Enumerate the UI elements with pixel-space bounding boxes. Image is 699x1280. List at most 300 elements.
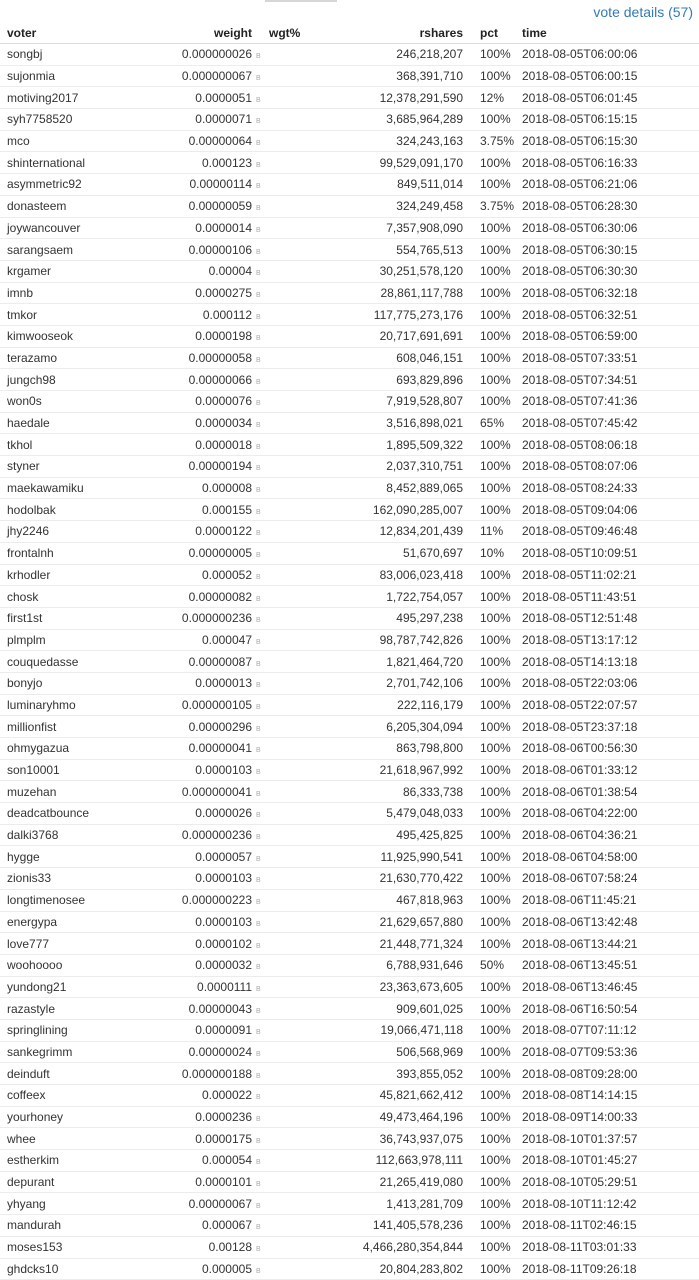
column-header-voter[interactable]: voter xyxy=(0,23,120,44)
weight-cell xyxy=(120,564,262,586)
voter-link[interactable]: syh7758520 xyxy=(0,109,120,131)
voter-link[interactable]: whee xyxy=(0,1128,120,1150)
weight-value: 0.0000018 xyxy=(195,437,252,452)
wgt-pct-cell xyxy=(262,1258,322,1280)
voter-link[interactable]: yundong21 xyxy=(0,976,120,998)
table-row xyxy=(0,477,699,499)
rshares-cell: 909,601,025 xyxy=(322,998,463,1020)
weight-value: 0.00000087 xyxy=(188,654,252,669)
wgt-pct-cell xyxy=(262,1193,322,1215)
voter-link[interactable]: sujonmia xyxy=(0,65,120,87)
wgt-pct-cell xyxy=(262,868,322,890)
weight-value: 0.0000026 xyxy=(195,806,252,821)
time-cell: 2018-08-11T02:46:15 xyxy=(517,1215,699,1237)
table-row xyxy=(0,304,699,326)
voter-link[interactable]: shinternational xyxy=(0,152,120,174)
voter-link[interactable]: asymmetric92 xyxy=(0,174,120,196)
time-cell: 2018-08-11T09:26:18 xyxy=(517,1258,699,1280)
voter-link[interactable]: millionfist xyxy=(0,716,120,738)
weight-unit-label: B xyxy=(256,725,261,733)
pct-cell: 3.75% xyxy=(463,130,517,152)
rshares-cell: 20,804,283,802 xyxy=(322,1258,463,1280)
time-cell: 2018-08-07T07:11:12 xyxy=(517,1019,699,1041)
rshares-cell: 162,090,285,007 xyxy=(322,499,463,521)
rshares-cell: 495,425,825 xyxy=(322,824,463,846)
weight-value: 0.0000071 xyxy=(195,112,252,127)
weight-unit-label: B xyxy=(256,1094,261,1102)
wgt-pct-cell xyxy=(262,347,322,369)
pct-cell: 100% xyxy=(463,456,517,478)
weight-cell xyxy=(120,998,262,1020)
voter-link[interactable]: bonyjo xyxy=(0,672,120,694)
weight-unit-label: B xyxy=(256,1072,261,1080)
pct-cell: 100% xyxy=(463,629,517,651)
wgt-pct-cell xyxy=(262,694,322,716)
rshares-cell: 608,046,151 xyxy=(322,347,463,369)
time-cell: 2018-08-06T04:36:21 xyxy=(517,824,699,846)
time-cell: 2018-08-05T09:04:06 xyxy=(517,499,699,521)
rshares-cell: 1,413,281,709 xyxy=(322,1193,463,1215)
time-cell: 2018-08-05T07:41:36 xyxy=(517,391,699,413)
weight-cell xyxy=(120,1128,262,1150)
time-cell: 2018-08-05T22:03:06 xyxy=(517,672,699,694)
time-cell: 2018-08-05T06:15:15 xyxy=(517,109,699,131)
rshares-cell: 21,265,419,080 xyxy=(322,1171,463,1193)
weight-unit-label: B xyxy=(256,291,261,299)
wgt-pct-cell xyxy=(262,217,322,239)
weight-cell xyxy=(120,304,262,326)
rshares-cell: 467,818,963 xyxy=(322,889,463,911)
weight-cell xyxy=(120,1150,262,1172)
voter-link[interactable]: springlining xyxy=(0,1019,120,1041)
wgt-pct-cell xyxy=(262,911,322,933)
weight-value: 0.00000114 xyxy=(189,177,252,192)
rshares-cell: 86,333,738 xyxy=(322,781,463,803)
weight-value: 0.0000076 xyxy=(195,394,252,409)
pct-cell: 100% xyxy=(463,1085,517,1107)
weight-cell xyxy=(120,933,262,955)
weight-cell xyxy=(120,781,262,803)
table-row xyxy=(0,391,699,413)
pct-cell: 100% xyxy=(463,1150,517,1172)
rshares-cell: 49,473,464,196 xyxy=(322,1106,463,1128)
weight-cell xyxy=(120,1215,262,1237)
weight-value: 0.000000236 xyxy=(181,611,252,626)
pct-cell: 100% xyxy=(463,304,517,326)
rshares-cell: 23,363,673,605 xyxy=(322,976,463,998)
weight-value: 0.0000275 xyxy=(195,285,252,300)
time-cell: 2018-08-05T13:17:12 xyxy=(517,629,699,651)
wgt-pct-cell xyxy=(262,260,322,282)
pct-cell: 100% xyxy=(463,499,517,521)
weight-cell xyxy=(120,651,262,673)
voter-link[interactable]: mandurah xyxy=(0,1215,120,1237)
table-row xyxy=(0,109,699,131)
time-cell: 2018-08-06T13:45:51 xyxy=(517,954,699,976)
time-cell: 2018-08-06T04:22:00 xyxy=(517,803,699,825)
weight-unit-label: B xyxy=(256,877,261,885)
weight-cell xyxy=(120,868,262,890)
wgt-pct-cell xyxy=(262,716,322,738)
wgt-pct-cell xyxy=(262,152,322,174)
weight-value: 0.0000034 xyxy=(195,416,252,431)
wgt-pct-cell xyxy=(262,304,322,326)
time-cell: 2018-08-06T13:42:48 xyxy=(517,911,699,933)
time-cell: 2018-08-05T08:24:33 xyxy=(517,477,699,499)
rshares-cell: 6,205,304,094 xyxy=(322,716,463,738)
time-cell: 2018-08-05T22:07:57 xyxy=(517,694,699,716)
weight-value: 0.00128 xyxy=(208,1240,252,1255)
weight-cell xyxy=(120,260,262,282)
weight-unit-label: B xyxy=(256,920,261,928)
time-cell: 2018-08-05T12:51:48 xyxy=(517,607,699,629)
table-row xyxy=(0,846,699,868)
voter-link[interactable]: tmkor xyxy=(0,304,120,326)
weight-value: 0.0000122 xyxy=(195,524,252,539)
rshares-cell: 5,479,048,033 xyxy=(322,803,463,825)
voter-link[interactable]: dalki3768 xyxy=(0,824,120,846)
weight-unit-label: B xyxy=(256,205,261,213)
rshares-cell: 99,529,091,170 xyxy=(322,152,463,174)
rshares-cell: 11,925,990,541 xyxy=(322,846,463,868)
voter-link[interactable]: yourhoney xyxy=(0,1106,120,1128)
weight-value: 0.00000064 xyxy=(188,134,252,149)
voter-link[interactable]: hygge xyxy=(0,846,120,868)
pct-cell: 100% xyxy=(463,911,517,933)
rshares-cell: 1,895,509,322 xyxy=(322,434,463,456)
weight-cell xyxy=(120,456,262,478)
voter-link[interactable]: plmplm xyxy=(0,629,120,651)
pct-cell: 100% xyxy=(463,759,517,781)
rshares-cell: 20,717,691,691 xyxy=(322,325,463,347)
wgt-pct-cell xyxy=(262,846,322,868)
weight-cell xyxy=(120,1019,262,1041)
voter-link[interactable]: terazamo xyxy=(0,347,120,369)
time-cell: 2018-08-06T07:58:24 xyxy=(517,868,699,890)
time-cell: 2018-08-05T10:09:51 xyxy=(517,542,699,564)
weight-value: 0.0000111 xyxy=(197,979,252,994)
table-row xyxy=(0,586,699,608)
pct-cell: 10% xyxy=(463,542,517,564)
voter-link[interactable]: sankegrimm xyxy=(0,1041,120,1063)
table-header-row xyxy=(0,23,699,44)
voter-link[interactable]: won0s xyxy=(0,391,120,413)
wgt-pct-cell xyxy=(262,391,322,413)
voter-link[interactable]: deadcatbounce xyxy=(0,803,120,825)
voter-link[interactable]: frontalnh xyxy=(0,542,120,564)
time-cell: 2018-08-06T16:50:54 xyxy=(517,998,699,1020)
wgt-pct-cell xyxy=(262,781,322,803)
table-row xyxy=(0,933,699,955)
time-cell: 2018-08-06T01:33:12 xyxy=(517,759,699,781)
time-cell: 2018-08-05T07:33:51 xyxy=(517,347,699,369)
weight-value: 0.000000067 xyxy=(181,69,252,84)
voter-link[interactable]: styner xyxy=(0,456,120,478)
voter-link[interactable]: imnb xyxy=(0,282,120,304)
weight-value: 0.000008 xyxy=(201,481,252,496)
voter-link[interactable]: son10001 xyxy=(0,759,120,781)
rshares-cell: 2,701,742,106 xyxy=(322,672,463,694)
column-header-weight[interactable]: weight xyxy=(120,23,262,44)
pct-cell: 100% xyxy=(463,716,517,738)
wgt-pct-cell xyxy=(262,109,322,131)
time-cell: 2018-08-05T06:32:51 xyxy=(517,304,699,326)
time-cell: 2018-08-09T14:00:33 xyxy=(517,1106,699,1128)
time-cell: 2018-08-11T03:01:33 xyxy=(517,1236,699,1258)
weight-value: 0.00004 xyxy=(208,264,252,279)
table-row xyxy=(0,803,699,825)
table-row xyxy=(0,976,699,998)
time-cell: 2018-08-05T08:06:18 xyxy=(517,434,699,456)
voter-link[interactable]: depurant xyxy=(0,1171,120,1193)
voter-link[interactable]: ohmygazua xyxy=(0,738,120,760)
wgt-pct-cell xyxy=(262,998,322,1020)
time-cell: 2018-08-05T06:01:45 xyxy=(517,87,699,109)
time-cell: 2018-08-05T06:30:15 xyxy=(517,239,699,261)
table-row xyxy=(0,954,699,976)
weight-value: 0.000000223 xyxy=(181,893,252,908)
wgt-pct-cell xyxy=(262,282,322,304)
pct-cell: 100% xyxy=(463,109,517,131)
pct-cell: 100% xyxy=(463,976,517,998)
wgt-pct-cell xyxy=(262,174,322,196)
table-row xyxy=(0,607,699,629)
rshares-cell: 45,821,662,412 xyxy=(322,1085,463,1107)
weight-unit-label: B xyxy=(256,1246,261,1254)
vote-details-link[interactable]: vote details (57) xyxy=(593,4,693,20)
weight-unit-label: B xyxy=(256,682,261,690)
time-cell: 2018-08-05T06:21:06 xyxy=(517,174,699,196)
table-row xyxy=(0,672,699,694)
table-row xyxy=(0,651,699,673)
pct-cell: 100% xyxy=(463,846,517,868)
voter-link[interactable]: couquedasse xyxy=(0,651,120,673)
weight-value: 0.000022 xyxy=(201,1088,252,1103)
weight-value: 0.0000091 xyxy=(195,1023,252,1038)
pct-cell: 100% xyxy=(463,1128,517,1150)
voter-link[interactable]: longtimenosee xyxy=(0,889,120,911)
rshares-cell: 3,516,898,021 xyxy=(322,412,463,434)
voter-link[interactable]: jungch98 xyxy=(0,369,120,391)
rshares-cell: 495,297,238 xyxy=(322,607,463,629)
voter-link[interactable]: muzehan xyxy=(0,781,120,803)
voter-link[interactable]: deinduft xyxy=(0,1063,120,1085)
voter-link[interactable]: first1st xyxy=(0,607,120,629)
weight-cell xyxy=(120,759,262,781)
table-row xyxy=(0,1171,699,1193)
voter-link[interactable]: songbj xyxy=(0,44,120,66)
pct-cell: 65% xyxy=(463,412,517,434)
time-cell: 2018-08-05T07:45:42 xyxy=(517,412,699,434)
wgt-pct-cell xyxy=(262,65,322,87)
voter-link[interactable]: haedale xyxy=(0,412,120,434)
weight-cell xyxy=(120,1193,262,1215)
time-cell: 2018-08-05T07:34:51 xyxy=(517,369,699,391)
pct-cell: 100% xyxy=(463,477,517,499)
weight-cell xyxy=(120,976,262,998)
voter-link[interactable]: chosk xyxy=(0,586,120,608)
weight-cell xyxy=(120,1063,262,1085)
pct-cell: 100% xyxy=(463,260,517,282)
weight-value: 0.0000057 xyxy=(195,849,252,864)
voter-link[interactable]: ghdcks10 xyxy=(0,1258,120,1280)
table-row xyxy=(0,781,699,803)
table-row xyxy=(0,694,699,716)
voter-link[interactable]: tkhol xyxy=(0,434,120,456)
weight-unit-label: B xyxy=(256,660,261,668)
weight-unit-label: B xyxy=(256,812,261,820)
rshares-cell: 3,685,964,289 xyxy=(322,109,463,131)
weight-cell xyxy=(120,586,262,608)
voter-link[interactable]: razastyle xyxy=(0,998,120,1020)
weight-cell xyxy=(120,1085,262,1107)
weight-value: 0.00000041 xyxy=(188,741,252,756)
weight-value: 0.000047 xyxy=(201,632,252,647)
pct-cell: 100% xyxy=(463,1193,517,1215)
time-cell: 2018-08-05T11:02:21 xyxy=(517,564,699,586)
time-cell: 2018-08-05T23:37:18 xyxy=(517,716,699,738)
pct-cell: 100% xyxy=(463,65,517,87)
voter-link[interactable]: sarangsaem xyxy=(0,239,120,261)
table-row xyxy=(0,1041,699,1063)
weight-unit-label: B xyxy=(256,1181,261,1189)
voter-link[interactable]: energypa xyxy=(0,911,120,933)
rshares-cell: 1,722,754,057 xyxy=(322,586,463,608)
weight-value: 0.000000236 xyxy=(181,828,252,843)
time-cell: 2018-08-05T06:00:06 xyxy=(517,44,699,66)
rshares-cell: 21,618,967,992 xyxy=(322,759,463,781)
table-row xyxy=(0,325,699,347)
voter-link[interactable]: moses153 xyxy=(0,1236,120,1258)
voter-link[interactable]: coffeex xyxy=(0,1085,120,1107)
voter-link[interactable]: love777 xyxy=(0,933,120,955)
pct-cell: 100% xyxy=(463,1019,517,1041)
weight-value: 0.0000014 xyxy=(195,220,252,235)
weight-unit-label: B xyxy=(256,855,261,863)
pct-cell: 50% xyxy=(463,954,517,976)
time-cell: 2018-08-05T08:07:06 xyxy=(517,456,699,478)
weight-value: 0.00000296 xyxy=(188,719,252,734)
weight-cell xyxy=(120,716,262,738)
table-row xyxy=(0,542,699,564)
table-row xyxy=(0,195,699,217)
table-row xyxy=(0,564,699,586)
weight-cell xyxy=(120,109,262,131)
voter-link[interactable]: joywancouver xyxy=(0,217,120,239)
weight-unit-label: B xyxy=(256,790,261,798)
table-row xyxy=(0,759,699,781)
weight-value: 0.00000059 xyxy=(188,199,252,214)
column-header-wgt-pct[interactable]: wgt% xyxy=(262,23,322,44)
table-row xyxy=(0,412,699,434)
weight-cell xyxy=(120,412,262,434)
wgt-pct-cell xyxy=(262,1150,322,1172)
weight-unit-label: B xyxy=(256,703,261,711)
weight-value: 0.000000188 xyxy=(181,1066,252,1081)
wgt-pct-cell xyxy=(262,1085,322,1107)
table-row xyxy=(0,911,699,933)
weight-cell xyxy=(120,1106,262,1128)
wgt-pct-cell xyxy=(262,239,322,261)
voter-link[interactable]: estherkim xyxy=(0,1150,120,1172)
rshares-cell: 2,037,310,751 xyxy=(322,456,463,478)
voter-link[interactable]: woohoooo xyxy=(0,954,120,976)
voter-link[interactable]: zionis33 xyxy=(0,868,120,890)
rshares-cell: 51,670,697 xyxy=(322,542,463,564)
column-header-time[interactable]: time xyxy=(517,23,699,44)
weight-unit-label: B xyxy=(256,443,261,451)
wgt-pct-cell xyxy=(262,325,322,347)
pct-cell: 100% xyxy=(463,1171,517,1193)
rshares-cell: 36,743,937,075 xyxy=(322,1128,463,1150)
voter-link[interactable]: luminaryhmo xyxy=(0,694,120,716)
wgt-pct-cell xyxy=(262,759,322,781)
voter-link[interactable]: jhy2246 xyxy=(0,521,120,543)
rshares-cell: 4,466,280,354,844 xyxy=(322,1236,463,1258)
voter-link[interactable]: krgamer xyxy=(0,260,120,282)
weight-unit-label: B xyxy=(256,617,261,625)
rshares-cell: 6,788,931,646 xyxy=(322,954,463,976)
rshares-cell: 7,919,528,807 xyxy=(322,391,463,413)
wgt-pct-cell xyxy=(262,738,322,760)
voter-link[interactable]: krhodler xyxy=(0,564,120,586)
voter-link[interactable]: yhyang xyxy=(0,1193,120,1215)
votes-table xyxy=(0,23,699,1280)
voter-link[interactable]: maekawamiku xyxy=(0,477,120,499)
voter-link[interactable]: mco xyxy=(0,130,120,152)
weight-cell xyxy=(120,1236,262,1258)
table-row xyxy=(0,868,699,890)
column-header-rshares[interactable]: rshares xyxy=(322,23,463,44)
pct-cell: 100% xyxy=(463,152,517,174)
wgt-pct-cell xyxy=(262,477,322,499)
wgt-pct-cell xyxy=(262,1041,322,1063)
weight-unit-label: B xyxy=(256,1224,261,1232)
table-row xyxy=(0,1236,699,1258)
pct-cell: 100% xyxy=(463,651,517,673)
weight-cell xyxy=(120,87,262,109)
pct-cell: 100% xyxy=(463,868,517,890)
wgt-pct-cell xyxy=(262,976,322,998)
weight-value: 0.000067 xyxy=(201,1218,252,1233)
voter-link[interactable]: motiving2017 xyxy=(0,87,120,109)
table-row xyxy=(0,65,699,87)
rshares-cell: 83,006,023,418 xyxy=(322,564,463,586)
weight-unit-label: B xyxy=(256,465,261,473)
wgt-pct-cell xyxy=(262,44,322,66)
wgt-pct-cell xyxy=(262,1171,322,1193)
weight-cell xyxy=(120,824,262,846)
wgt-pct-cell xyxy=(262,130,322,152)
rshares-cell: 12,378,291,590 xyxy=(322,87,463,109)
table-row xyxy=(0,1215,699,1237)
pct-cell: 100% xyxy=(463,998,517,1020)
time-cell: 2018-08-10T01:37:57 xyxy=(517,1128,699,1150)
wgt-pct-cell xyxy=(262,412,322,434)
voter-link[interactable]: kimwooseok xyxy=(0,325,120,347)
weight-unit-label: B xyxy=(256,899,261,907)
wgt-pct-cell xyxy=(262,434,322,456)
voter-link[interactable]: hodolbak xyxy=(0,499,120,521)
weight-value: 0.000155 xyxy=(201,502,252,517)
weight-unit-label: B xyxy=(256,96,261,104)
time-cell: 2018-08-08T14:14:15 xyxy=(517,1085,699,1107)
column-header-pct[interactable]: pct xyxy=(463,23,517,44)
weight-unit-label: B xyxy=(256,226,261,234)
weight-cell xyxy=(120,391,262,413)
weight-unit-label: B xyxy=(256,313,261,321)
voter-link[interactable]: donasteem xyxy=(0,195,120,217)
